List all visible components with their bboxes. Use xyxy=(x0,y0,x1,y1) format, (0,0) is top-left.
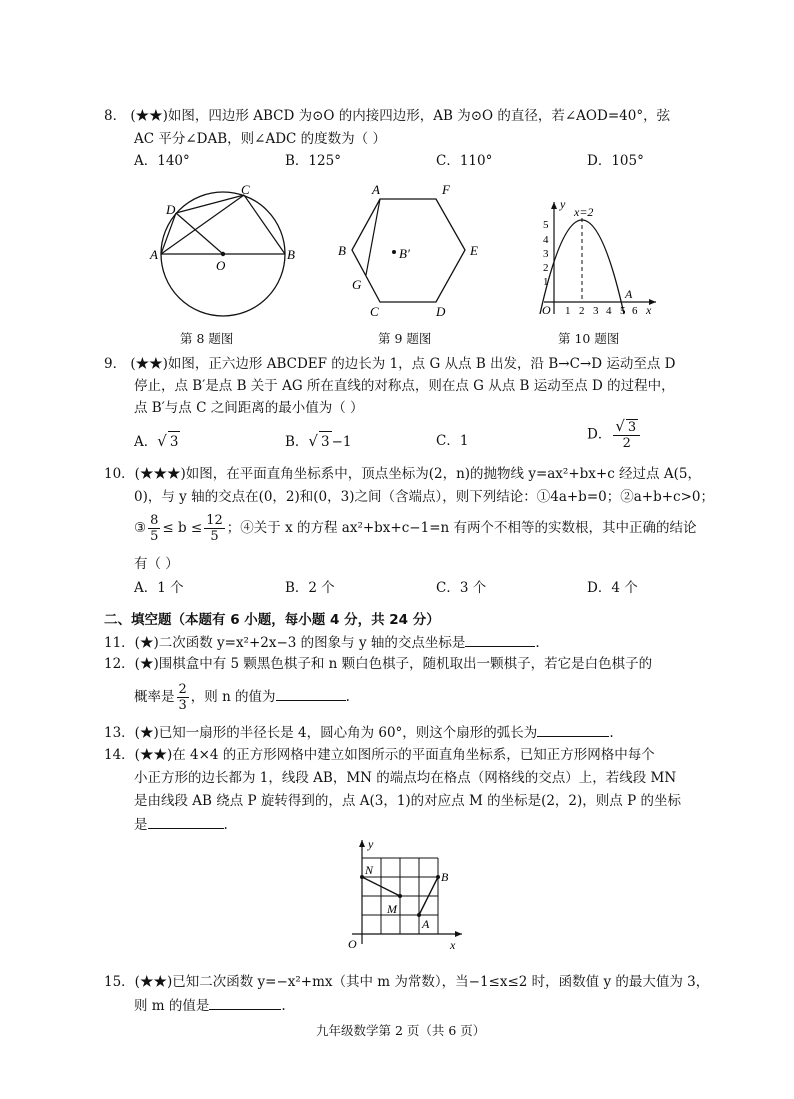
fig10-ytick-5: 5 xyxy=(543,219,549,231)
q10-line4: 有（ ） xyxy=(134,556,179,572)
q10-option-c: C．3 个 xyxy=(436,580,487,596)
q13-line: 13．(★)已知一扇形的半径长是 4，圆心角为 60°，则这个扇形的弧长为 . xyxy=(104,722,614,743)
q8-option-a: A．140° xyxy=(134,153,190,169)
fig10-xtick-5: 5 xyxy=(620,305,626,317)
fig10-xtick-3: 3 xyxy=(593,305,599,317)
fig9-label-g: G xyxy=(352,277,362,292)
q14-line2: 小正方形的边长都为 1，线段 AB，MN 的端点均在格点（网格线的交点）上，若线段 MN xyxy=(134,770,677,786)
fig14-label-y: y xyxy=(368,837,374,851)
q9-line1: 9． (★★)如图，正六边形 ABCDEF 的边长为 1，点 G 从点 B 出发，沿 B→C→D 运动至点 D xyxy=(104,356,676,372)
q9-option-a: A．√ 3 xyxy=(134,432,179,450)
fig9-label-b-prime: B′ xyxy=(399,246,410,261)
fig10-xtick-4: 4 xyxy=(606,305,612,317)
fig14-label-m: M xyxy=(387,902,397,916)
fig9-label-d: D xyxy=(436,304,446,319)
q10-option-d: D．4 个 xyxy=(587,580,638,596)
figure-8-circle xyxy=(148,178,308,328)
q9-option-b: B．√ 3 −1 xyxy=(285,432,352,450)
fig8-label-o: O xyxy=(216,258,226,273)
figure-9-caption: 第 9 题图 xyxy=(378,331,432,346)
fig10-label-o: O xyxy=(542,303,551,317)
q9-option-c: C．1 xyxy=(436,433,469,449)
q11-answer-blank[interactable] xyxy=(465,632,535,647)
fig10-label-x: x xyxy=(646,303,652,317)
figure-14-grid xyxy=(340,836,468,960)
q12-line2: 概率是 $\frac{2}{3}$ ，则 n 的值为 . xyxy=(134,682,350,713)
fig10-xtick-2: 2 xyxy=(579,305,585,317)
q8-line2: AC 平分∠DAB，则∠ADC 的度数为（ ） xyxy=(134,131,386,147)
fig10-label-a: A xyxy=(625,287,633,301)
q14-line1: 14．(★★)在 4×4 的正方形网格中建立如图所示的平面直角坐标系，已知正方形网格中每个 xyxy=(104,747,655,763)
q9-line2: 停止，点 B′是点 B 关于 AG 所在直线的对称点，则在点 G 从点 B 运动至点 D 的过程中， xyxy=(134,378,675,394)
fig8-label-b: B xyxy=(287,247,295,262)
fig14-label-b: B xyxy=(441,870,449,884)
section-2-title: 二、填空题（本题有 6 小题，每小题 4 分，共 24 分） xyxy=(104,612,440,628)
fig9-label-f: F xyxy=(442,182,450,197)
q9-line3: 点 B′与点 C 之间距离的最小值为（ ） xyxy=(134,400,364,416)
q8-option-b: B．125° xyxy=(285,153,341,169)
fig9-label-b: B xyxy=(338,243,346,258)
q10-line2: 0)，与 y 轴的交点在(0，2)和(0，3)之间（含端点），则下列结论：①4a+b=0；②a+b+c>0； xyxy=(134,489,715,505)
fig10-label-x-eq-2: x=2 xyxy=(574,205,594,219)
q14-line3: 是由线段 AB 绕点 P 旋转得到的，点 A(3，1)的对应点 M 的坐标是(2，2)，则点 P 的坐标 xyxy=(134,793,681,809)
q14-line4: 是 . xyxy=(134,814,228,835)
fig10-xtick-6: 6 xyxy=(632,305,638,317)
q15-line1: 15．(★★)已知二次函数 y=−x²+mx（其中 m 为常数），当−1≤x≤2 时，函数值 y 的最大值为 3， xyxy=(104,974,710,990)
q15-answer-blank[interactable] xyxy=(209,995,281,1010)
fig14-label-a: A xyxy=(422,917,430,931)
fig14-label-o: O xyxy=(348,937,357,951)
q10-line3: ③ $\frac{8}{5}$ ≤ b ≤ $\frac{12}{5}$ ；④关于 x 的方程 ax²+bx+c−1=n 有两个不相等的实数根，其中正确的结论 xyxy=(134,513,697,544)
q10-option-a: A．1 个 xyxy=(134,580,184,596)
figure-9-hexagon xyxy=(330,178,490,323)
figure-10-parabola xyxy=(530,196,670,321)
figure-8-caption: 第 8 题图 xyxy=(180,331,234,346)
q10-option-b: B．2 个 xyxy=(285,580,335,596)
q11-line: 11．(★)二次函数 y=x²+2x−3 的图象与 y 轴的交点坐标是 . xyxy=(104,632,540,653)
q13-answer-blank[interactable] xyxy=(537,722,609,737)
fig10-ytick-3: 3 xyxy=(543,248,549,260)
fig10-ytick-2: 2 xyxy=(543,262,549,274)
fig14-label-x: x xyxy=(450,938,456,952)
q10-line1: 10．(★★★)如图，在平面直角坐标系中，顶点坐标为(2，n)的抛物线 y=ax²+bx+c 经过点 A(5， xyxy=(104,466,701,482)
page-footer: 九年级数学第 2 页（共 6 页） xyxy=(316,1023,486,1038)
fig8-label-c: C xyxy=(241,182,250,197)
fig8-label-a: A xyxy=(150,247,158,262)
fig9-label-a: A xyxy=(372,182,380,197)
fig8-label-d: D xyxy=(166,202,176,217)
q14-answer-blank[interactable] xyxy=(148,814,224,829)
q12-answer-blank[interactable] xyxy=(276,686,346,701)
figure-10-caption: 第 10 题图 xyxy=(558,331,620,346)
fig14-label-n: N xyxy=(365,863,374,877)
q9-option-d: D． $\frac{√ 3}{2}$ xyxy=(587,419,642,451)
fig9-label-e: E xyxy=(470,243,478,258)
q8-option-d: D．105° xyxy=(587,153,644,169)
fig10-xtick-1: 1 xyxy=(565,305,571,317)
fig10-label-y: y xyxy=(560,197,566,211)
fig10-ytick-4: 4 xyxy=(543,234,549,246)
q8-line1: 8． (★★)如图，四边形 ABCD 为⊙O 的内接四边形，AB 为⊙O 的直径，若∠AOD=40°，弦 xyxy=(104,108,671,124)
q12-line1: 12．(★)围棋盒中有 5 颗黑色棋子和 n 颗白色棋子，随机取出一颗棋子，若它是白色棋子的 xyxy=(104,656,653,672)
fig9-label-c: C xyxy=(370,304,379,319)
q8-option-c: C．110° xyxy=(436,153,493,169)
fig10-ytick-1: 1 xyxy=(543,276,549,288)
q15-line2: 则 m 的值是 . xyxy=(134,995,286,1016)
